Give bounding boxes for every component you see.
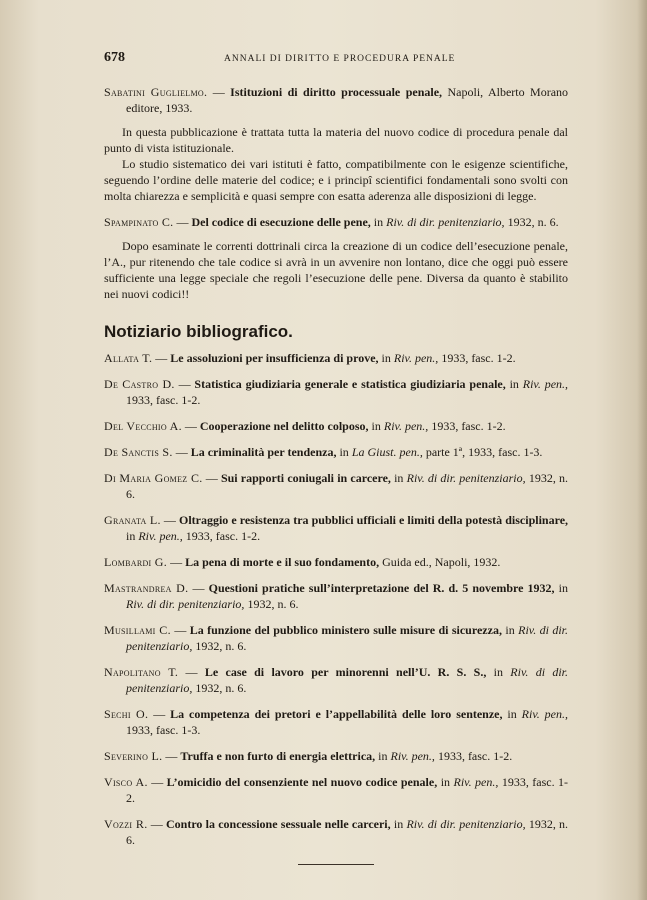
review-entry-sabatini — [104, 84, 568, 116]
dash: — — [165, 749, 178, 763]
review-journal: Riv. di dir. penitenziario, — [386, 215, 505, 229]
entry-details: 1932, n. 6. — [126, 471, 568, 501]
review-entry-spampinato — [104, 214, 568, 230]
entry-author: Granata L. — [104, 513, 161, 527]
dash: — — [212, 85, 225, 99]
entry-journal: Riv. pen., — [521, 707, 568, 721]
entry-journal: Riv. pen., — [390, 749, 435, 763]
bibliography-entry — [104, 622, 568, 654]
entry-title: Le case di lavoro per minorenni nell’U. R. S. S., — [204, 665, 487, 679]
entry-author: Musillami C. — [104, 623, 171, 637]
review-in: in — [373, 215, 384, 229]
entry-in: in — [440, 775, 451, 789]
bibliography-entry — [104, 664, 568, 696]
entry-details: 1933, fasc. 1-2. — [431, 419, 506, 433]
dash: — — [184, 419, 197, 433]
entry-in: in — [558, 581, 568, 595]
entry-journal: Riv. di dir. penitenziario, — [406, 471, 526, 485]
entry-details: Guida ed., Napoli, 1932. — [382, 555, 501, 569]
entry-author: De Castro D. — [104, 377, 175, 391]
bibliography-entry — [104, 554, 568, 570]
entry-author: Visco A. — [104, 775, 148, 789]
entry-details: 1932, n. 6. — [126, 817, 569, 847]
entry-details: parte 1ª, 1933, fasc. 1-3. — [425, 445, 543, 459]
entry-title: La pena di morte e il suo fondamento, — [185, 555, 380, 569]
entry-title: Le assoluzioni per insufficienza di prove, — [170, 351, 379, 365]
entry-title: La criminalità per tendenza, — [190, 445, 337, 459]
bibliography-entry — [104, 580, 568, 612]
entry-title: Cooperazione nel delitto colposo, — [199, 419, 369, 433]
entry-in: in — [493, 665, 503, 679]
entry-journal: Riv. di dir. penitenziario, — [126, 623, 569, 653]
review-title: Del codice di esecuzione delle pene, — [191, 215, 371, 229]
entry-journal: Riv. di dir. penitenziario, — [126, 597, 245, 611]
entry-details: 1933, fasc. 1-2. — [126, 393, 201, 407]
entry-in: in — [378, 749, 388, 763]
bibliography-list — [104, 350, 568, 848]
bibliography-entry — [104, 350, 568, 366]
dash: — — [163, 513, 176, 527]
dash: — — [178, 377, 191, 391]
entry-author: Allata T. — [104, 351, 153, 365]
entry-details: 1933, fasc. 1-2. — [185, 529, 261, 543]
entry-details: 1932, n. 6. — [195, 681, 247, 695]
entry-title: L’omicidio del consenziente nel nuovo codice penale, — [166, 775, 438, 789]
entry-journal: Riv. pen., — [453, 775, 499, 789]
bibliography-entry — [104, 470, 568, 502]
dash: — — [151, 775, 164, 789]
entry-journal: Riv. pen., — [393, 351, 439, 365]
entry-title: Questioni pratiche sull’interpretazione del R. d. 5 novembre 1932, — [208, 581, 555, 595]
entry-title: Truffa e non furto di energia elettrica, — [180, 749, 376, 763]
closing-rule — [298, 864, 374, 865]
entry-in: in — [371, 419, 381, 433]
entry-in: in — [126, 529, 136, 543]
entry-in: in — [509, 377, 519, 391]
review-paragraph: In questa pubblicazione è trattata tutta la materia del nuovo codice di procedura penale dal punto di vista istituzionale. — [104, 125, 568, 155]
dash: — — [150, 817, 163, 831]
entry-in: in — [381, 351, 391, 365]
bibliography-entry — [104, 706, 568, 738]
entry-in: in — [394, 471, 404, 485]
entry-journal: Riv. pen., — [383, 419, 429, 433]
review-paragraph: Lo studio sistematico dei vari istituti è fatto, compatibilmente con le esigenze scientifiche, seguendo l’ordine delle materie del codice; e i principî scientifici fondamentali sono svolti con molta chiarezza e semplicità e quasi sempre con esatta aderenza alle disposizioni di legge. — [104, 157, 568, 203]
entry-author: Napolitano T. — [104, 665, 179, 679]
bibliography-entry — [104, 816, 568, 848]
entry-journal: Riv. di dir. penitenziario, — [126, 665, 569, 695]
dash: — — [192, 581, 205, 595]
review-paragraph: Dopo esaminate le correnti dottrinali circa la creazione di un codice dell’esecuzione penale, l’A., pur ritenendo che tale codice si avrà in un avvenire non lontano, dice che oggi può essere sufficiente una legge speciale che regoli l’esecuzione delle pene. Diversa da quanto è stabilito nei nuovi codici!! — [104, 239, 568, 301]
entry-in: in — [507, 707, 517, 721]
entry-in: in — [339, 445, 349, 459]
dash: — — [170, 555, 183, 569]
entry-author: Vozzi R. — [104, 817, 148, 831]
review-author: Sabatini Guglielmo. — [104, 85, 208, 99]
review-title: Istituzioni di diritto processuale penale, — [230, 85, 443, 99]
entry-in: in — [393, 817, 404, 831]
entry-details: 1933, fasc. 1-2. — [437, 749, 513, 763]
dash: — — [153, 707, 166, 721]
entry-journal: La Giust. pen., — [351, 445, 423, 459]
entry-journal: Riv. pen., — [522, 377, 569, 391]
entry-author: Mastrandrea D. — [104, 581, 189, 595]
entry-in: in — [505, 623, 515, 637]
dash: — — [174, 623, 187, 637]
entry-author: Di Maria Gomez C. — [104, 471, 203, 485]
page-edge-shadow — [637, 0, 647, 900]
entry-author: Severino L. — [104, 749, 163, 763]
page-content — [104, 50, 568, 865]
entry-journal: Riv. di dir. penitenziario, — [406, 817, 526, 831]
entry-title: Contro la concessione sessuale nelle carceri, — [165, 817, 391, 831]
entry-title: Statistica giudiziaria generale e statistica giudiziaria penale, — [194, 377, 506, 391]
page-number: 678 — [104, 50, 125, 65]
bibliography-entry — [104, 512, 568, 544]
entry-details: 1932, n. 6. — [247, 597, 299, 611]
bibliography-entry — [104, 444, 568, 460]
bibliography-entry — [104, 418, 568, 434]
entry-author: Sechi O. — [104, 707, 149, 721]
entry-title: Oltraggio e resistenza tra pubblici ufficiali e limiti della potestà disciplinare, — [178, 513, 569, 527]
entry-details: 1933, fasc. 1-3. — [126, 723, 201, 737]
entry-author: Lombardi G. — [104, 555, 168, 569]
entry-title: La funzione del pubblico ministero sulle misure di sicurezza, — [189, 623, 502, 637]
dash: — — [176, 215, 189, 229]
dash: — — [175, 445, 188, 459]
entry-author: De Sanctis S. — [104, 445, 173, 459]
running-head — [104, 50, 568, 74]
dash: — — [205, 471, 218, 485]
entry-title: Sui rapporti coniugali in carcere, — [220, 471, 391, 485]
bibliography-entry — [104, 376, 568, 408]
dash: — — [155, 351, 168, 365]
entry-journal: Riv. pen., — [138, 529, 183, 543]
review-details: Napoli, Alberto Morano editore, 1933. — [126, 85, 569, 115]
entry-details: 1933, fasc. 1-2. — [126, 775, 569, 805]
entry-title: La competenza dei pretori e l’appellabilità delle loro sentenze, — [170, 707, 503, 721]
review-author: Spampinato C. — [104, 215, 174, 229]
section-heading-notiziario: Notiziario bibliografico. — [104, 322, 293, 341]
bibliography-entry — [104, 748, 568, 764]
entry-author: Del Vecchio A. — [104, 419, 182, 433]
entry-details: 1933, fasc. 1-2. — [441, 351, 516, 365]
review-details: 1932, n. 6. — [507, 215, 559, 229]
journal-title: ANNALI DI DIRITTO E PROCEDURA PENALE — [224, 54, 456, 64]
dash: — — [185, 665, 198, 679]
bibliography-entry — [104, 774, 568, 806]
entry-details: 1932, n. 6. — [195, 639, 247, 653]
